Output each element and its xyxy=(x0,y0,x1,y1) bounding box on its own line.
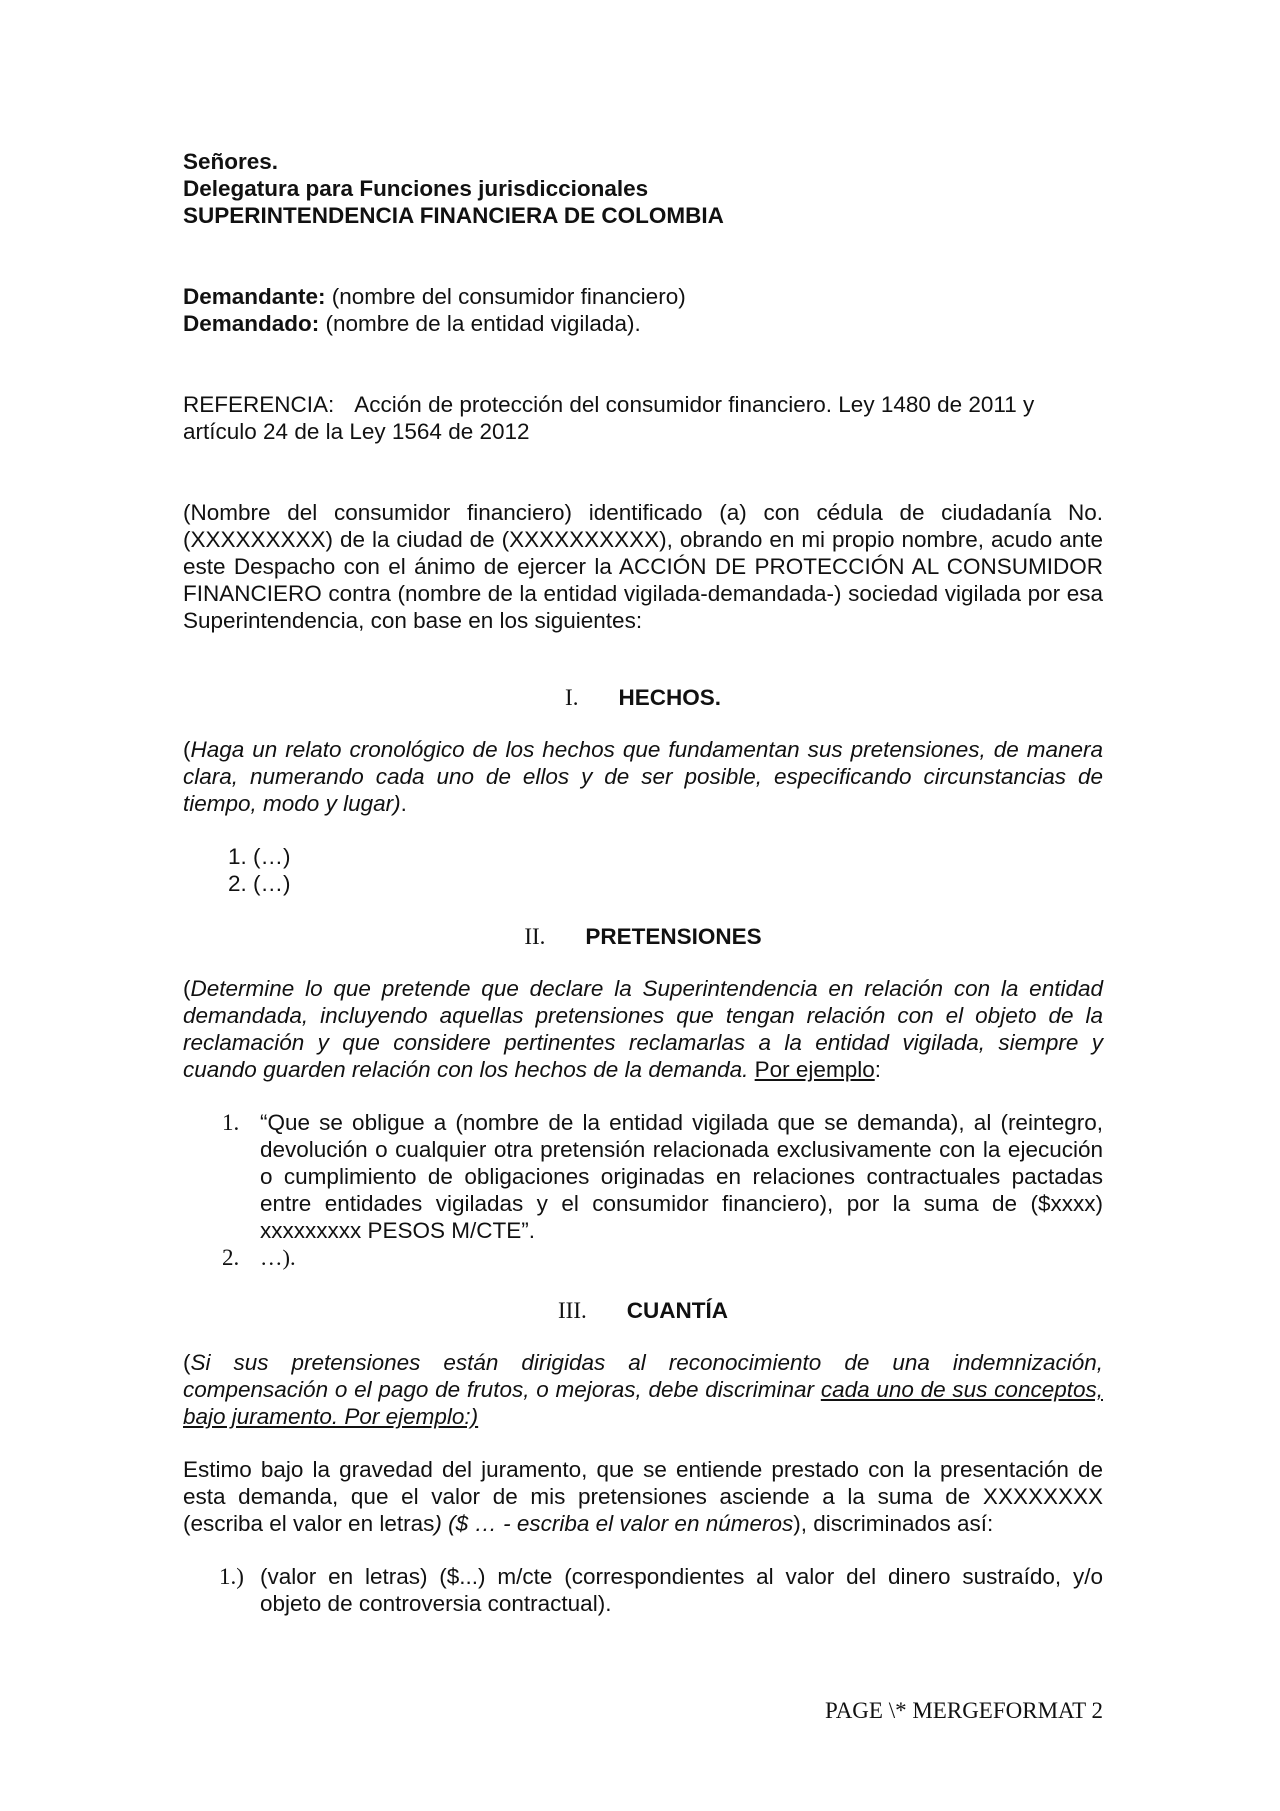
instruction-text: Determine lo que pretende que declare la Superintendencia en relación con la entidad demandada, incluyendo aquellas pretensiones que tengan relación con el objeto de la reclamación y que considere pertinentes reclamarlas a la entidad vigilada, siempre y cuando guarden relación con los hechos de la demanda. xyxy=(183,976,1103,1082)
list-item xyxy=(183,1109,1103,1244)
addressee-office: Delegatura para Funciones jurisdiccionales xyxy=(183,176,649,201)
hechos-list xyxy=(228,843,1103,897)
item-number: 1.) xyxy=(219,1564,244,1589)
cuantia-list xyxy=(183,1563,1103,1617)
section-title: PRETENSIONES xyxy=(585,924,762,949)
list-item xyxy=(183,1563,1103,1617)
hechos-instruction xyxy=(183,736,1103,817)
reference-text: Acción de protección del consumidor financiero. Ley 1480 de 2011 y artículo 24 de la Ley 1564 de 2012 xyxy=(183,392,1035,444)
oath-text: Estimo bajo la gravedad del juramento, que se entiende prestado con la presentación de esta demanda, que el valor de mis pretensiones asciende a la suma de XXXXXXXX (escriba el valor en letras xyxy=(183,1457,1103,1536)
defendant-value: (nombre de la entidad vigilada). xyxy=(319,311,641,336)
list-item: 2. (…) xyxy=(228,871,291,896)
cuantia-instruction xyxy=(183,1349,1103,1430)
paren-open: ( xyxy=(183,737,191,762)
section-numeral: II. xyxy=(524,924,546,949)
period: . xyxy=(400,791,407,816)
addressee-entity: SUPERINTENDENCIA FINANCIERA DE COLOMBIA xyxy=(183,203,724,228)
plaintiff-value: (nombre del consumidor financiero) xyxy=(325,284,686,309)
section-heading-cuantia xyxy=(183,1297,1103,1324)
parties-block xyxy=(183,283,1103,337)
defendant-line xyxy=(183,310,1103,337)
oath-text-amount: ) ($ … - xyxy=(434,1511,517,1536)
section-heading-hechos xyxy=(183,684,1103,711)
section-title: HECHOS. xyxy=(618,685,721,710)
colon: : xyxy=(874,1057,881,1082)
instruction-text: Haga un relato cronológico de los hechos que fundamentan sus pretensiones, de manera clara, numerando cada uno de ellos y de ser posible, especificando circunstancias de tiempo, modo y lugar) xyxy=(183,737,1103,816)
item-text: …). xyxy=(260,1245,296,1270)
oath-underlined: bajo juramento. Por ejemplo:) xyxy=(183,1404,479,1429)
section-heading-pretensiones xyxy=(183,923,1103,950)
reference-line xyxy=(183,391,1103,445)
plaintiff-label: Demandante: xyxy=(183,284,326,309)
plaintiff-line xyxy=(183,283,1103,310)
oath-paragraph xyxy=(183,1456,1103,1537)
item-text: “Que se obligue a (nombre de la entidad vigilada que se demanda), al (reintegro, devolución o cualquier otra pretensión relacionada exclusivamente con la ejecución o cumplimiento de obligaciones originadas en relaciones contractuales pactadas entre entidades vigiladas y el consumidor financiero), por la suma de ($xxxx) xxxxxxxxx PESOS M/CTE”. xyxy=(260,1110,1103,1243)
example-label: Por ejemplo xyxy=(754,1057,875,1082)
addressee-block xyxy=(183,148,1103,229)
instruction-text: Si sus pretensiones están dirigidas al reconocimiento de una indemnización, compensación o el pago de frutos, o mejoras, debe discriminar xyxy=(183,1350,1103,1402)
document-page xyxy=(183,148,1103,1617)
oath-text-numbers: escriba el valor en números xyxy=(516,1511,794,1536)
item-text: (valor en letras) ($...) m/cte (correspondientes al valor del dinero sustraído, y/o objeto de controversia contractual). xyxy=(260,1564,1103,1616)
section-numeral: III. xyxy=(558,1298,587,1323)
reference-label: REFERENCIA: xyxy=(183,392,335,417)
item-number: 2. xyxy=(222,1245,240,1270)
paren-open: ( xyxy=(183,1350,191,1375)
concepts-underlined: cada uno de sus conceptos, xyxy=(820,1377,1103,1402)
defendant-label: Demandado: xyxy=(183,311,320,336)
oath-text-end: ), discriminados así: xyxy=(793,1511,994,1536)
section-title: CUANTÍA xyxy=(626,1298,728,1323)
item-number: 1. xyxy=(222,1110,240,1135)
list-item xyxy=(183,1244,1103,1271)
paren-open: ( xyxy=(183,976,191,1001)
salutation: Señores. xyxy=(183,149,279,174)
intro-paragraph: (Nombre del consumidor financiero) identificado (a) con cédula de ciudadanía No. (XXXXXXXXX) de la ciudad de (XXXXXXXXXX), obrando en mi propio nombre, acudo ante este Despacho con el ánimo de ejercer la ACCIÓN DE PROTECCIÓN AL CONSUMIDOR FINANCIERO contra (nombre de la entidad vigilada-demandada-) sociedad vigilada por esa Superintendencia, con base en los siguientes: xyxy=(183,500,1103,633)
section-numeral: I. xyxy=(565,685,579,710)
pretensiones-instruction xyxy=(183,975,1103,1083)
pretensiones-list xyxy=(183,1109,1103,1271)
list-item: 1. (…) xyxy=(228,844,291,869)
page-number-field: PAGE \* MERGEFORMAT 2 xyxy=(825,1698,1103,1723)
